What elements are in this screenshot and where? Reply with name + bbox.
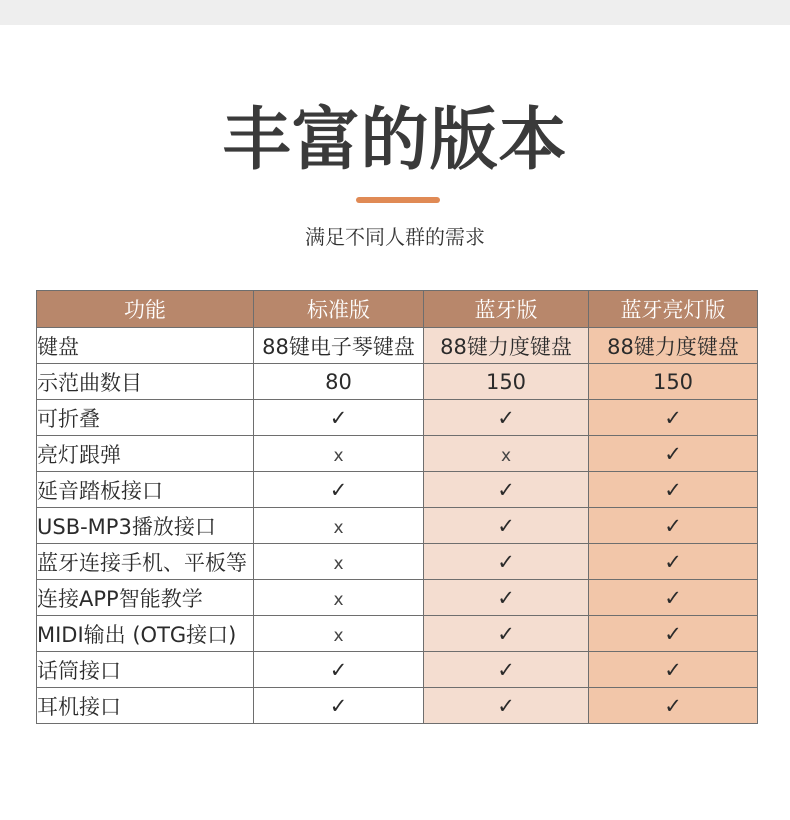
cross-mark-icon: x — [333, 517, 344, 538]
standard-value-cell — [254, 436, 424, 472]
feature-cell: 蓝牙连接手机、平板等 — [37, 544, 254, 580]
cross-mark-icon: x — [333, 625, 344, 646]
feature-cell: 可折叠 — [37, 400, 254, 436]
check-mark-icon: ✓ — [497, 621, 515, 646]
standard-value-cell — [254, 652, 424, 688]
table-row — [37, 436, 758, 472]
check-mark-icon: ✓ — [497, 657, 515, 682]
top-band — [0, 0, 790, 25]
page-title: 丰富的版本 — [222, 101, 568, 180]
cross-mark-icon: x — [333, 445, 344, 466]
bluetooth-light-value-cell — [589, 472, 758, 508]
table-row — [37, 580, 758, 616]
bluetooth-value-cell: 88键力度键盘 — [424, 328, 589, 364]
cross-mark-icon: x — [333, 553, 344, 574]
table-body — [37, 328, 758, 724]
bluetooth-value-cell — [424, 544, 589, 580]
bluetooth-light-value-cell — [589, 580, 758, 616]
check-mark-icon: ✓ — [497, 513, 515, 538]
bluetooth-light-value-cell — [589, 652, 758, 688]
check-mark-icon: ✓ — [497, 405, 515, 430]
standard-value-cell: 88键电子琴键盘 — [254, 328, 424, 364]
bluetooth-value-cell: 150 — [424, 364, 589, 400]
column-header-feature: 功能 — [37, 291, 254, 328]
check-mark-icon: ✓ — [329, 693, 348, 718]
feature-cell: MIDI输出 (OTG接口) — [37, 616, 254, 652]
standard-value-cell — [254, 580, 424, 616]
column-header-bluetooth: 蓝牙版 — [424, 291, 589, 328]
check-mark-icon: ✓ — [664, 585, 682, 610]
check-mark-icon: ✓ — [664, 441, 682, 466]
standard-value-cell: 80 — [254, 364, 424, 400]
bluetooth-value-cell — [424, 688, 589, 724]
bluetooth-light-value-cell — [589, 508, 758, 544]
check-mark-icon: ✓ — [329, 657, 348, 682]
feature-cell: USB-MP3播放接口 — [37, 508, 254, 544]
feature-cell: 延音踏板接口 — [37, 472, 254, 508]
standard-value-cell — [254, 688, 424, 724]
bluetooth-light-value-cell — [589, 616, 758, 652]
check-mark-icon: ✓ — [497, 585, 515, 610]
standard-value-cell — [254, 616, 424, 652]
cross-mark-icon: x — [500, 445, 512, 466]
table-row — [37, 544, 758, 580]
table-row — [37, 688, 758, 724]
comparison-table — [36, 290, 758, 724]
check-mark-icon: ✓ — [664, 549, 682, 574]
bluetooth-value-cell — [424, 580, 589, 616]
check-mark-icon: ✓ — [497, 477, 515, 502]
bluetooth-light-value-cell — [589, 544, 758, 580]
feature-cell: 话筒接口 — [37, 652, 254, 688]
bluetooth-value-cell — [424, 616, 589, 652]
feature-cell: 连接APP智能教学 — [37, 580, 254, 616]
bluetooth-light-value-cell — [589, 436, 758, 472]
bluetooth-value-cell — [424, 508, 589, 544]
table-row — [37, 616, 758, 652]
bluetooth-value-cell — [424, 400, 589, 436]
check-mark-icon: ✓ — [664, 405, 682, 430]
standard-value-cell — [254, 508, 424, 544]
bluetooth-light-value-cell: 88键力度键盘 — [589, 328, 758, 364]
bluetooth-light-value-cell — [589, 400, 758, 436]
standard-value-cell — [254, 400, 424, 436]
table-header-row — [37, 291, 758, 328]
table-row — [37, 508, 758, 544]
title-underline — [356, 197, 440, 203]
standard-value-cell — [254, 472, 424, 508]
table-row — [37, 328, 758, 364]
feature-cell: 键盘 — [37, 328, 254, 364]
check-mark-icon: ✓ — [664, 621, 682, 646]
standard-value-cell — [254, 544, 424, 580]
feature-cell: 示范曲数目 — [37, 364, 254, 400]
bluetooth-light-value-cell: 150 — [589, 364, 758, 400]
check-mark-icon: ✓ — [664, 513, 682, 538]
column-header-standard: 标准版 — [254, 291, 424, 328]
table-row — [37, 472, 758, 508]
page-subtitle: 满足不同人群的需求 — [305, 225, 485, 249]
check-mark-icon: ✓ — [497, 693, 515, 718]
table-row — [37, 400, 758, 436]
bluetooth-value-cell — [424, 472, 589, 508]
feature-cell: 耳机接口 — [37, 688, 254, 724]
cross-mark-icon: x — [333, 589, 344, 610]
bluetooth-light-value-cell — [589, 688, 758, 724]
check-mark-icon: ✓ — [497, 549, 515, 574]
check-mark-icon: ✓ — [664, 477, 682, 502]
check-mark-icon: ✓ — [664, 657, 682, 682]
check-mark-icon: ✓ — [329, 477, 348, 502]
bluetooth-value-cell — [424, 652, 589, 688]
column-header-bluetooth-light: 蓝牙亮灯版 — [589, 291, 758, 328]
check-mark-icon: ✓ — [329, 405, 348, 430]
check-mark-icon: ✓ — [664, 693, 682, 718]
table-row — [37, 652, 758, 688]
feature-cell: 亮灯跟弹 — [37, 436, 254, 472]
table-row — [37, 364, 758, 400]
bluetooth-value-cell — [424, 436, 589, 472]
